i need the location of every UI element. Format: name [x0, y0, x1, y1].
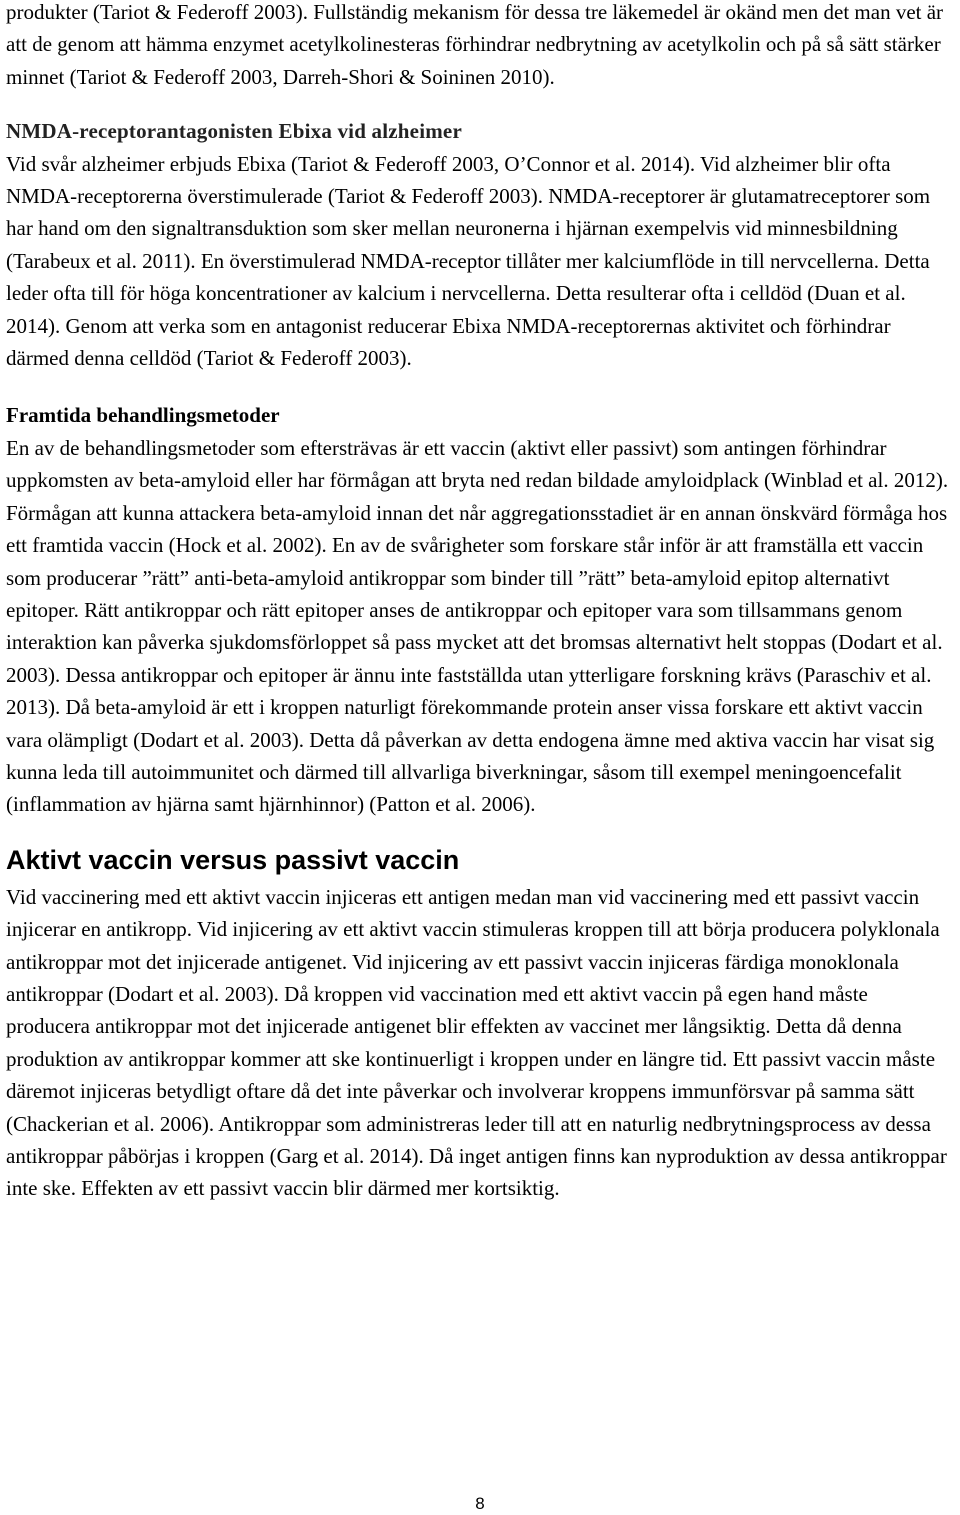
- document-page: [6, 0, 954, 1205]
- nmda-section: [6, 115, 954, 374]
- vaccine-paragraph: Vid vaccinering med ett aktivt vaccin injiceras ett antigen medan man vid vaccinering med ett passivt vaccin injicerar en antikropp. Vid injicering av ett aktivt vaccin stimuleras kroppen till att börja producera polyklonala antikroppar mot det injicerade antigenet. Vid injicering av ett passivt vaccin injiceras färdiga monoklonala antikroppar (Dodart et al. 2003). Då kroppen vid vaccination med ett aktivt vaccin på egen hand måste producera antikroppar mot det injicerade antigenet blir effekten av vaccinet mer långsiktig. Detta då denna produktion av antikroppar kommer att ske kontinuerligt i kroppen under en längre tid. Ett passivt vaccin måste däremot injiceras betydligt oftare då det inte påverkar och involverar kroppens immunförsvar på samma sätt (Chackerian et al. 2006). Antikroppar som administreras leder till att en naturlig nedbrytningsprocess av dessa antikroppar påbörjas i kroppen (Garg et al. 2014). Då inget antigen finns kan nyproduktion av dessa antikroppar inte ske. Effekten av ett passivt vaccin blir därmed mer kortsiktig.: [6, 884, 947, 1201]
- future-treatments-paragraph: En av de behandlingsmetoder som eftersträvas är ett vaccin (aktivt eller passivt) som antingen förhindrar uppkomsten av beta-amyloid eller har förmågan att bryta ned redan bildade amyloidplack (Winblad et al. 2012). Förmågan att kunna attackera beta-amyloid innan det når aggregationsstadiet är en annan önskvärd förmåga hos ett framtida vaccin (Hock et al. 2002). En av de svårigheter som forskare står inför är att framställa ett vaccin som producerar ”rätt” anti-beta-amyloid antikroppar som binder till ”rätt” beta-amyloid epitop alternativt epitoper. Rätt antikroppar och rätt epitoper anses de antikroppar och epitoper vara som tillsammans genom interaktion kan påverka sjukdomsförloppet så pass mycket att det bromsas alternativt helt stoppas (Dodart et al. 2003). Dessa antikroppar och epitoper är ännu inte fastställda utan ytterligare forskning krävs (Paraschiv et al. 2013). Då beta-amyloid är ett i kroppen naturligt förekommande protein anser vissa forskare ett aktivt vaccin vara olämpligt (Dodart et al. 2003). Detta då påverkan av detta endogena ämne med aktiva vaccin har visat sig kunna leda till autoimmunitet och därmed till allvarliga biverkningar, såsom till exempel meningoencefalit (inflammation av hjärna samt hjärnhinnor) (Patton et al. 2006).: [6, 435, 949, 817]
- nmda-heading: NMDA-receptorantagonisten Ebixa vid alzheimer: [6, 119, 462, 144]
- vaccine-section: [6, 843, 954, 1205]
- future-treatments-heading: Framtida behandlingsmetoder: [6, 403, 280, 428]
- intro-paragraph: produkter (Tariot & Federoff 2003). Fullständig mekanism för dessa tre läkemedel är okänd men det man vet är att de genom att hämma enzymet acetylkolinesteras förhindrar nedbrytning av acetylkolin och på så sätt stärker minnet (Tariot & Federoff 2003, Darreh-Shori & Soininen 2010).: [6, 0, 944, 89]
- vaccine-heading: Aktivt vaccin versus passivt vaccin: [6, 844, 460, 875]
- page-number: 8: [475, 1494, 485, 1513]
- future-treatments-section: [6, 399, 954, 820]
- nmda-paragraph: Vid svår alzheimer erbjuds Ebixa (Tariot & Federoff 2003, O’Connor et al. 2014). Vid alzheimer blir ofta NMDA-receptorerna överstimulerade (Tariot & Federoff 2003). NMDA-receptorer är glutamatreceptorer som har hand om den signaltransduktion som sker mellan neuronerna i hjärnan exempelvis vid minnesbildning (Tarabeux et al. 2011). En överstimulerad NMDA-receptor tillåter mer kalciumflöde in till nervcellerna. Detta leder ofta till för höga koncentrationer av kalcium i nervcellerna. Detta resulterar ofta i celldöd (Duan et al. 2014). Genom att verka som en antagonist reducerar Ebixa NMDA-receptorernas aktivitet och förhindrar därmed denna celldöd (Tariot & Federoff 2003).: [6, 151, 931, 371]
